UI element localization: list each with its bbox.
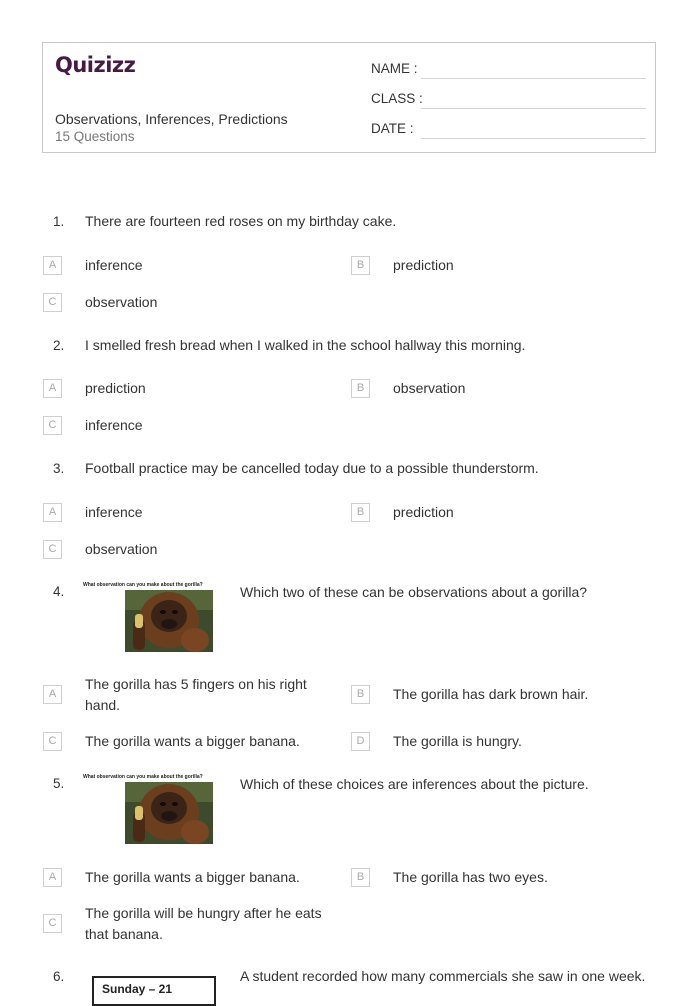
- option-text: observation: [85, 541, 158, 557]
- option-letter-box[interactable]: B: [351, 379, 370, 398]
- question-number: 6.: [53, 969, 65, 984]
- option-letter-box[interactable]: C: [43, 540, 62, 559]
- option-letter-box[interactable]: A: [43, 379, 62, 398]
- question-number: 2.: [53, 338, 65, 353]
- image-caption: What observation can you make about the gorilla?: [83, 774, 203, 780]
- option-letter-box[interactable]: D: [351, 732, 370, 751]
- option-letter-box[interactable]: C: [43, 732, 62, 751]
- question-text: Which of these choices are inferences about the picture.: [240, 776, 589, 792]
- option-text: inference: [85, 257, 143, 273]
- gorilla-image: [83, 582, 215, 652]
- quizizz-logo: Quizizz: [55, 53, 136, 77]
- question-text: There are fourteen red roses on my birthday cake.: [85, 213, 397, 229]
- question-text: I smelled fresh bread when I walked in the school hallway this morning.: [85, 337, 526, 353]
- option-text: observation: [85, 294, 158, 310]
- option-text: prediction: [85, 380, 146, 396]
- option-letter-box[interactable]: B: [351, 503, 370, 522]
- option-letter-box[interactable]: B: [351, 256, 370, 275]
- option-letter-box[interactable]: C: [43, 914, 62, 933]
- option-text: The gorilla has 5 fingers on his right hand.: [85, 676, 307, 713]
- option-text: The gorilla has dark brown hair.: [393, 686, 589, 702]
- gorilla-photo: [125, 782, 213, 844]
- class-line[interactable]: [421, 108, 646, 109]
- option-text: The gorilla is hungry.: [393, 733, 522, 749]
- worksheet-header: [42, 42, 656, 153]
- worksheet-title: Observations, Inferences, Predictions: [55, 111, 288, 127]
- commercials-table-image: [92, 976, 216, 1006]
- option-letter-box[interactable]: A: [43, 685, 62, 704]
- question-text: A student recorded how many commercials she saw in one week.: [240, 968, 646, 984]
- option-letter-box[interactable]: C: [43, 416, 62, 435]
- option-text: inference: [85, 504, 143, 520]
- question-count: 15 Questions: [55, 129, 135, 144]
- gorilla-photo: [125, 590, 213, 652]
- option-text: The gorilla has two eyes.: [393, 869, 548, 885]
- option-text: prediction: [393, 504, 454, 520]
- option-letter-box[interactable]: A: [43, 868, 62, 887]
- option-text: The gorilla wants a bigger banana.: [85, 869, 300, 885]
- gorilla-image: [83, 774, 215, 844]
- image-caption: What observation can you make about the gorilla?: [83, 582, 203, 588]
- question-number: 5.: [53, 776, 65, 791]
- question-number: 4.: [53, 584, 65, 599]
- question-text: Which two of these can be observations about a gorilla?: [240, 584, 588, 600]
- class-label: CLASS :: [371, 91, 423, 106]
- name-line[interactable]: [421, 78, 646, 79]
- question-number: 3.: [53, 461, 65, 476]
- option-text: inference: [85, 417, 143, 433]
- date-label: DATE :: [371, 121, 414, 136]
- date-line[interactable]: [421, 138, 646, 139]
- option-letter-box[interactable]: A: [43, 256, 62, 275]
- option-text: The gorilla wants a bigger banana.: [85, 733, 300, 749]
- name-label: NAME :: [371, 61, 418, 76]
- question-number: 1.: [53, 214, 65, 229]
- option-letter-box[interactable]: C: [43, 293, 62, 312]
- question-text: Football practice may be cancelled today due to a possible thunderstorm.: [85, 460, 539, 476]
- option-text: The gorilla will be hungry after he eats that banana.: [85, 905, 322, 942]
- option-text: prediction: [393, 257, 454, 273]
- option-letter-box[interactable]: B: [351, 685, 370, 704]
- option-letter-box[interactable]: B: [351, 868, 370, 887]
- table-first-row: Sunday – 21: [102, 982, 173, 996]
- option-text: observation: [393, 380, 466, 396]
- option-letter-box[interactable]: A: [43, 503, 62, 522]
